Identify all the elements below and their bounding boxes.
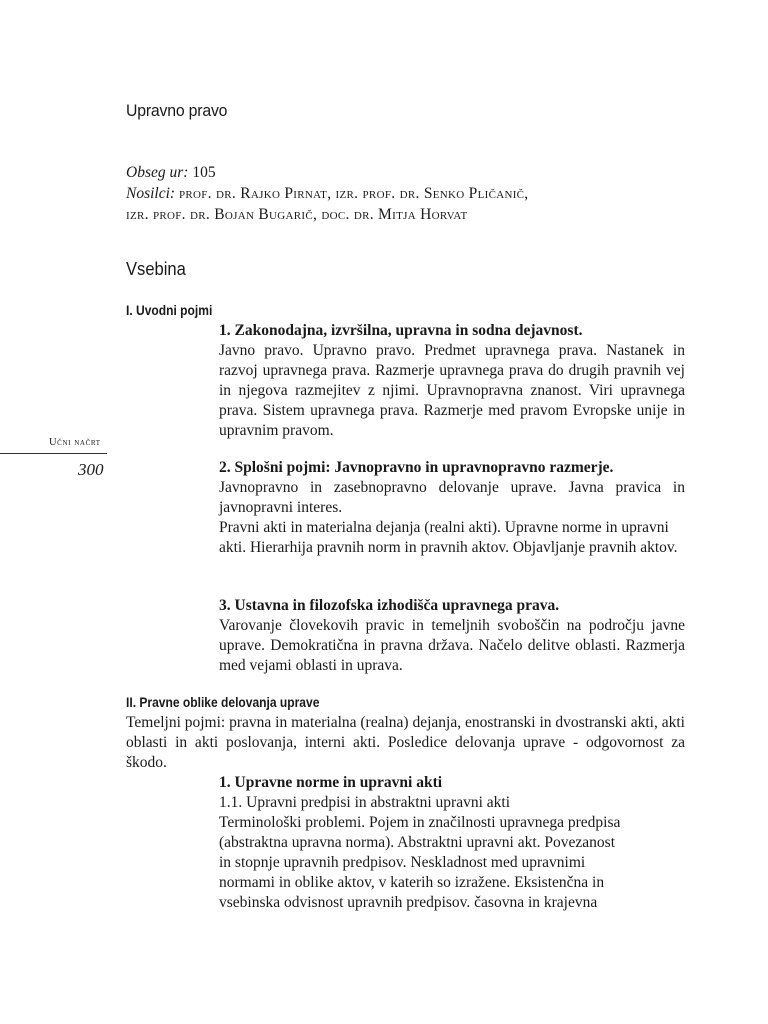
margin-rule [0,453,107,454]
page-title: Upravno pravo [126,101,228,120]
subsection-title: 3. Ustavna in filozofska izhodišča upravnega prava. [219,597,560,614]
subsection-body: Javno pravo. Upravno pravo. Predmet upravnega prava. Nastanek in razvoj upravnega prava. Razmerje upravnega prava do drugih pravnih vej in njegova razmejitev z njimi. Upravnopravna znanost. Viri upravnega prava. Sistem upravnega prava. Razmerje med pravom Evropske unije in upravnim pravom. [219,342,685,439]
subsection-title: 1. Zakonodajna, izvršilna, upravna in sodna dejavnost. [219,322,583,339]
text-line: normami in oblike aktov, v katerih so izražene. Eksistenčna in [219,874,605,891]
text-line: vsebinska odvisnost upravnih predpisov. časovna in krajevna [219,894,598,911]
subsubsection-title: 1.1. Upravni predpisi in abstraktni upravni akti [219,794,510,811]
holders-names-2: izr. prof. dr. Bojan Bugarič, doc. dr. Mitja Horvat [126,206,468,223]
holders-line-1 [126,183,528,204]
subsection-1-1 [219,321,685,441]
margin-label: Učni načrt [49,437,101,448]
scope-line [126,162,528,183]
scope-value: 105 [192,164,216,181]
subsection-title: 1. Upravne norme in upravni akti [219,774,443,791]
section-heading-2: II. Pravne oblike delovanja uprave [126,694,320,710]
subsection-1-3 [219,596,685,676]
text-line: in stopnje upravnih predpisov. Neskladnost med upravnimi [219,854,586,871]
subsection-body: Varovanje človekovih pravic in temeljnih svoboščin na področju javne uprave. Demokratična in pravna država. Načelo delitve oblasti. Razmerja med vejami oblasti in uprava. [219,617,685,674]
subsection-1-2 [219,458,685,558]
text-line: Terminološki problemi. Pojem in značilnosti upravnega predpisa [219,814,621,831]
subsection-body: Javnopravno in zasebnopravno delovanje uprave. Javna pravica in javnopravni interes. [219,479,685,516]
section-heading-1: I. Uvodni pojmi [126,302,213,318]
holders-names-1: prof. dr. Rajko Pirnat, izr. prof. dr. Senko Pličanič, [178,185,529,202]
contents-heading: Vsebina [126,259,186,279]
subsection-2-1 [219,773,685,913]
text-line: (abstraktna upravna norma). Abstraktni upravni akt. Povezanost [219,834,615,851]
course-meta [126,162,528,225]
holders-label: Nosilci: [126,185,176,202]
scope-label: Obseg ur: [126,164,189,181]
subsection-title: 2. Splošni pojmi: Javnopravno in upravnopravno razmerje. [219,459,614,476]
page-number: 300 [78,460,104,479]
section-intro: Temeljni pojmi: pravna in materialna (realna) dejanja, enostranski in dvostranski akti, akti oblasti in akti poslovanja, interni akti. Posledice delovanja uprave - odgovornost za škodo. [126,714,685,771]
subsection-body: Pravni akti in materialna dejanja (realni akti). Upravne norme in upravni akti. Hierarhija pravnih norm in pravnih aktov. Objavljanje pravnih aktov. [219,519,678,556]
